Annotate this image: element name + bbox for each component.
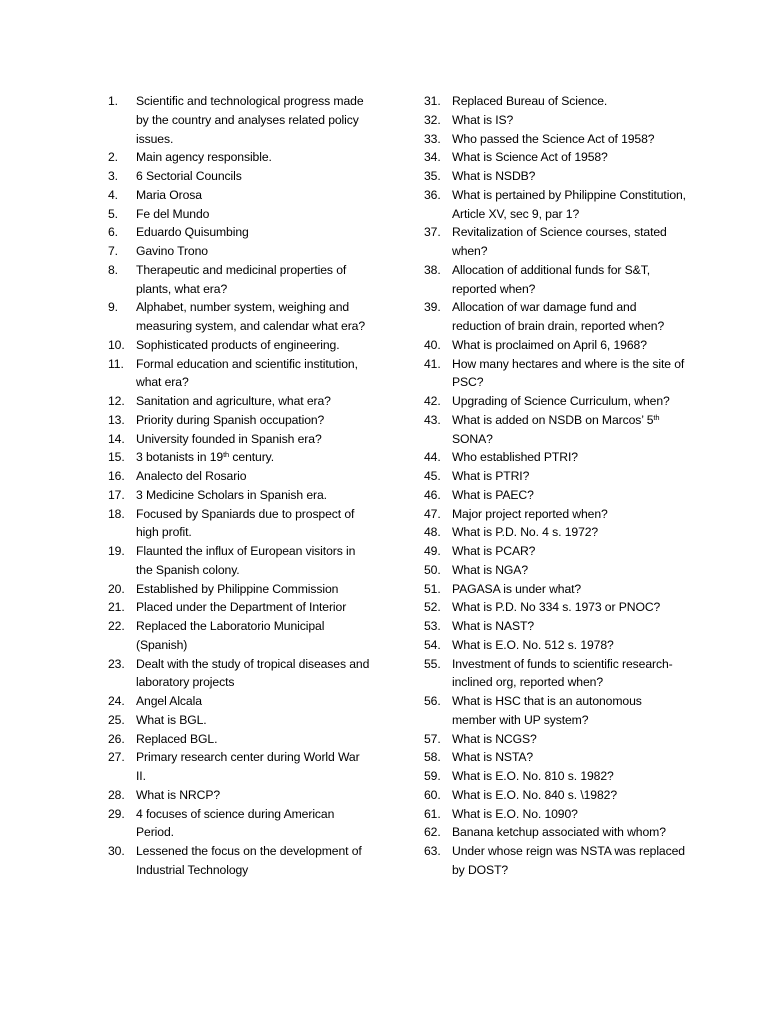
question-text-main: What is NGA? <box>452 562 529 577</box>
question-text <box>452 580 686 599</box>
question-item <box>108 261 370 299</box>
question-text <box>136 730 370 749</box>
question-number: 51. <box>424 581 441 596</box>
question-number: 16. <box>108 469 125 483</box>
question-text <box>452 392 686 411</box>
question-item <box>108 505 370 543</box>
question-number: 11. <box>108 356 124 371</box>
question-text-main: Sanitation and agriculture, what era? <box>136 394 331 408</box>
question-text <box>136 205 370 224</box>
question-text-main: What is NSDB? <box>452 169 536 183</box>
question-number: 12. <box>108 394 125 408</box>
question-text-main: Formal education and scientific institution, what era? <box>136 356 358 390</box>
question-item <box>108 598 370 617</box>
question-text-main: Banana ketchup associated with whom? <box>452 825 666 840</box>
question-text-main: Angel Alcala <box>136 694 202 708</box>
question-number: 54. <box>424 637 441 652</box>
question-number: 17. <box>108 487 125 502</box>
question-number: 15. <box>108 450 125 465</box>
question-item <box>108 748 370 786</box>
question-text-main: Lessened the focus on the development of Industrial Technology <box>136 844 362 877</box>
question-text-main: What is IS? <box>452 112 514 127</box>
question-item <box>424 92 686 111</box>
question-item <box>108 617 370 655</box>
question-number: 56. <box>424 694 441 708</box>
question-number: 53. <box>424 619 441 633</box>
question-number: 20. <box>108 581 125 596</box>
question-number: 45. <box>424 469 441 483</box>
question-text-main: Upgrading of Science Curriculum, when? <box>452 394 670 408</box>
question-text <box>452 486 686 505</box>
question-item <box>424 655 686 693</box>
question-text <box>136 448 370 467</box>
question-text <box>136 711 370 730</box>
question-text-main: 6 Sectorial Councils <box>136 169 242 183</box>
question-item <box>424 111 686 130</box>
question-text-main: Major project reported when? <box>452 506 608 521</box>
question-number: 42. <box>424 394 441 408</box>
question-text-main: Eduardo Quisumbing <box>136 225 249 240</box>
question-item <box>108 580 370 599</box>
question-text <box>136 467 370 486</box>
question-text <box>136 842 370 880</box>
question-text-main: Replaced BGL. <box>136 731 218 746</box>
question-number: 55. <box>424 656 441 671</box>
question-item <box>108 167 370 186</box>
question-item <box>424 298 686 336</box>
question-text <box>136 617 370 655</box>
question-number: 5. <box>108 206 118 221</box>
question-text-main: What is HSC that is an autonomous member with UP system? <box>452 694 642 727</box>
question-item <box>108 486 370 505</box>
question-number: 8. <box>108 262 118 277</box>
question-text <box>452 336 686 355</box>
question-text <box>136 242 370 261</box>
question-item <box>108 186 370 205</box>
question-text <box>136 542 370 580</box>
question-text-main: Main agency responsible. <box>136 150 272 165</box>
question-text <box>452 561 686 580</box>
question-text-main: What is E.O. No. 840 s. \1982? <box>452 787 618 802</box>
question-text-main: What is PAEC? <box>452 487 534 502</box>
question-item <box>108 223 370 242</box>
question-text-main: 3 botanists in 19 <box>136 450 224 465</box>
question-number: 60. <box>424 787 441 802</box>
question-number: 34. <box>424 150 441 165</box>
question-item <box>424 598 686 617</box>
question-text <box>136 298 370 336</box>
question-text <box>136 392 370 411</box>
question-item <box>424 692 686 730</box>
question-item <box>108 655 370 693</box>
question-number: 62. <box>424 825 441 840</box>
superscript-suffix: th <box>653 412 660 422</box>
question-number: 29. <box>108 806 125 821</box>
question-item <box>424 167 686 186</box>
question-text <box>452 523 686 542</box>
question-text <box>136 336 370 355</box>
question-item <box>424 148 686 167</box>
question-item <box>108 336 370 355</box>
question-number: 40. <box>424 337 441 352</box>
question-number: 63. <box>424 844 441 858</box>
question-text-main: What is P.D. No 334 s. 1973 or PNOC? <box>452 600 661 615</box>
question-number: 19. <box>108 544 125 558</box>
question-text <box>136 261 370 299</box>
question-item <box>108 411 370 430</box>
question-number: 47. <box>424 506 441 521</box>
question-text-main: Investment of funds to scientific research-inclined org, reported when? <box>452 656 673 690</box>
question-item <box>108 542 370 580</box>
question-item <box>108 355 370 393</box>
question-number: 28. <box>108 787 125 802</box>
question-item <box>108 242 370 261</box>
question-number: 10. <box>108 337 125 352</box>
question-text-main: PAGASA is under what? <box>452 581 582 596</box>
question-text-main: Who established PTRI? <box>452 450 578 465</box>
question-text-main: What is BGL. <box>136 712 207 727</box>
question-text-main: What is NCGS? <box>452 731 537 746</box>
question-item <box>424 355 686 393</box>
question-text <box>452 730 686 749</box>
question-text-main: What is NRCP? <box>136 787 221 802</box>
question-item <box>424 636 686 655</box>
question-text-main: Maria Orosa <box>136 187 202 202</box>
question-number: 4. <box>108 187 118 202</box>
question-number: 50. <box>424 562 441 577</box>
question-number: 22. <box>108 619 125 633</box>
question-text-main: Under whose reign was NSTA was replaced by DOST? <box>452 844 685 877</box>
question-number: 7. <box>108 244 118 258</box>
question-item <box>108 205 370 224</box>
question-text-main: Allocation of war damage fund and reduction of brain drain, reported when? <box>452 300 665 333</box>
question-number: 21. <box>108 600 125 615</box>
question-item <box>108 148 370 167</box>
question-text-main: Revitalization of Science courses, stated when? <box>452 225 667 258</box>
question-text <box>452 748 686 767</box>
question-text <box>452 542 686 561</box>
question-text-main: Fe del Mundo <box>136 206 210 221</box>
question-item <box>108 805 370 843</box>
question-text-main: University founded in Spanish era? <box>136 431 322 446</box>
question-number: 1. <box>108 94 118 108</box>
question-number: 2. <box>108 150 118 165</box>
question-text <box>452 167 686 186</box>
question-number: 31. <box>424 94 441 108</box>
question-item <box>424 730 686 749</box>
question-item <box>108 842 370 880</box>
question-number: 52. <box>424 600 441 615</box>
question-text-main: What is proclaimed on April 6, 1968? <box>452 337 647 352</box>
question-text-main: What is E.O. No. 1090? <box>452 806 578 821</box>
question-text-main: Primary research center during World War II. <box>136 750 360 783</box>
question-text <box>136 167 370 186</box>
question-number: 61. <box>424 806 441 821</box>
question-number: 48. <box>424 525 441 540</box>
question-number: 23. <box>108 656 125 671</box>
question-text-main: Dealt with the study of tropical diseases and laboratory projects <box>136 656 370 690</box>
question-number: 27. <box>108 750 125 765</box>
question-number: 35. <box>424 169 441 183</box>
question-text <box>136 148 370 167</box>
question-text-main: What is added on NSDB on Marcos’ 5 <box>452 412 654 427</box>
question-text <box>452 92 686 111</box>
question-text <box>452 467 686 486</box>
question-item <box>424 580 686 599</box>
question-text <box>452 823 686 842</box>
question-item <box>108 92 370 148</box>
question-text-continued: SONA? <box>452 431 493 446</box>
question-text <box>452 411 686 449</box>
question-item <box>424 130 686 149</box>
question-number: 26. <box>108 731 125 746</box>
question-number: 14. <box>108 431 125 446</box>
question-number: 32. <box>424 112 441 127</box>
question-number: 44. <box>424 450 441 465</box>
question-text <box>136 223 370 242</box>
question-text <box>136 411 370 430</box>
question-text <box>136 430 370 449</box>
question-text-main: What is NAST? <box>452 619 535 633</box>
question-item <box>424 542 686 561</box>
question-list-left <box>108 92 370 880</box>
question-item <box>424 748 686 767</box>
question-text <box>452 505 686 524</box>
superscript-suffix: th <box>223 450 230 460</box>
question-item <box>424 392 686 411</box>
question-number: 9. <box>108 300 118 315</box>
question-text <box>452 617 686 636</box>
question-number: 39. <box>424 300 441 315</box>
question-text-main: Replaced Bureau of Science. <box>452 94 608 108</box>
question-text <box>452 298 686 336</box>
question-text <box>136 505 370 543</box>
question-item <box>108 786 370 805</box>
question-item <box>424 842 686 880</box>
question-text <box>452 148 686 167</box>
question-text-main: Established by Philippine Commission <box>136 581 339 596</box>
question-text <box>452 448 686 467</box>
question-text-main: Gavino Trono <box>136 244 208 258</box>
question-item <box>424 786 686 805</box>
question-number: 3. <box>108 169 118 183</box>
question-number: 37. <box>424 225 441 240</box>
question-text <box>136 186 370 205</box>
question-text-main: What is pertained by Philippine Constitution, Article XV, sec 9, par 1? <box>452 187 686 221</box>
right-column <box>424 92 686 880</box>
question-text <box>136 355 370 393</box>
question-text-main: What is Science Act of 1958? <box>452 150 608 165</box>
question-item <box>424 411 686 449</box>
question-text-main: What is NSTA? <box>452 750 534 765</box>
question-text <box>136 92 370 148</box>
question-text-main: Who passed the Science Act of 1958? <box>452 131 655 146</box>
question-text-main: Scientific and technological progress made by the country and analyses related policy issues. <box>136 94 364 146</box>
question-text <box>452 636 686 655</box>
left-column <box>108 92 370 880</box>
question-text-main: Flaunted the influx of European visitors in the Spanish colony. <box>136 544 356 577</box>
question-item <box>108 467 370 486</box>
question-text-main: What is P.D. No. 4 s. 1972? <box>452 525 599 540</box>
question-text-main: Allocation of additional funds for S&T, reported when? <box>452 262 650 296</box>
question-item <box>424 467 686 486</box>
question-number: 57. <box>424 731 441 746</box>
question-text-main: What is E.O. No. 810 s. 1982? <box>452 769 614 783</box>
question-number: 43. <box>424 412 441 427</box>
question-text <box>452 186 686 224</box>
question-text-main: What is PTRI? <box>452 469 530 483</box>
question-number: 25. <box>108 712 125 727</box>
question-text <box>452 111 686 130</box>
question-item <box>424 448 686 467</box>
question-text-main: 3 Medicine Scholars in Spanish era. <box>136 487 327 502</box>
question-number: 33. <box>424 131 441 146</box>
question-item <box>424 186 686 224</box>
question-text-main: Analecto del Rosario <box>136 469 247 483</box>
question-number: 36. <box>424 187 441 202</box>
question-text-main: Focused by Spaniards due to prospect of high profit. <box>136 506 355 540</box>
question-item <box>424 523 686 542</box>
question-number: 59. <box>424 769 441 783</box>
question-item <box>108 692 370 711</box>
question-text <box>452 598 686 617</box>
question-text <box>136 748 370 786</box>
question-text-main: 4 focuses of science during American Period. <box>136 806 335 840</box>
question-text-main: What is PCAR? <box>452 544 536 558</box>
question-text-continued: century. <box>229 450 275 465</box>
question-text-main: Therapeutic and medicinal properties of plants, what era? <box>136 262 347 296</box>
question-item <box>424 617 686 636</box>
question-number: 30. <box>108 844 125 858</box>
question-item <box>108 392 370 411</box>
question-text <box>452 655 686 693</box>
question-number: 58. <box>424 750 441 765</box>
question-item <box>108 730 370 749</box>
question-text <box>452 786 686 805</box>
question-item <box>424 805 686 824</box>
question-text <box>136 580 370 599</box>
question-item <box>424 767 686 786</box>
question-text <box>452 130 686 149</box>
question-text-main: Replaced the Laboratorio Municipal (Spanish) <box>136 619 325 652</box>
question-item <box>108 430 370 449</box>
question-text <box>452 692 686 730</box>
question-text <box>452 805 686 824</box>
question-text <box>452 842 686 880</box>
question-item <box>108 298 370 336</box>
question-number: 41. <box>424 356 441 371</box>
question-text <box>136 598 370 617</box>
question-number: 46. <box>424 487 441 502</box>
question-text <box>452 767 686 786</box>
question-text <box>136 486 370 505</box>
question-text-main: Sophisticated products of engineering. <box>136 337 340 352</box>
question-number: 38. <box>424 262 441 277</box>
question-item <box>424 561 686 580</box>
question-text <box>452 223 686 261</box>
question-text <box>452 261 686 299</box>
question-text <box>136 805 370 843</box>
question-text <box>136 692 370 711</box>
question-list-right <box>424 92 686 880</box>
question-item <box>424 486 686 505</box>
question-text-main: Placed under the Department of Interior <box>136 600 347 615</box>
question-number: 13. <box>108 412 125 427</box>
question-text-main: Alphabet, number system, weighing and measuring system, and calendar what era? <box>136 300 366 333</box>
question-item <box>108 711 370 730</box>
question-number: 24. <box>108 694 125 708</box>
question-number: 6. <box>108 225 118 240</box>
question-number: 49. <box>424 544 441 558</box>
question-item <box>424 223 686 261</box>
question-item <box>424 261 686 299</box>
question-item <box>424 823 686 842</box>
question-item <box>108 448 370 467</box>
question-text-main: Priority during Spanish occupation? <box>136 412 325 427</box>
question-text <box>136 786 370 805</box>
question-text-main: What is E.O. No. 512 s. 1978? <box>452 637 614 652</box>
question-item <box>424 336 686 355</box>
question-number: 18. <box>108 506 125 521</box>
question-text <box>452 355 686 393</box>
question-text <box>136 655 370 693</box>
question-text-main: How many hectares and where is the site of PSC? <box>452 356 685 390</box>
question-item <box>424 505 686 524</box>
